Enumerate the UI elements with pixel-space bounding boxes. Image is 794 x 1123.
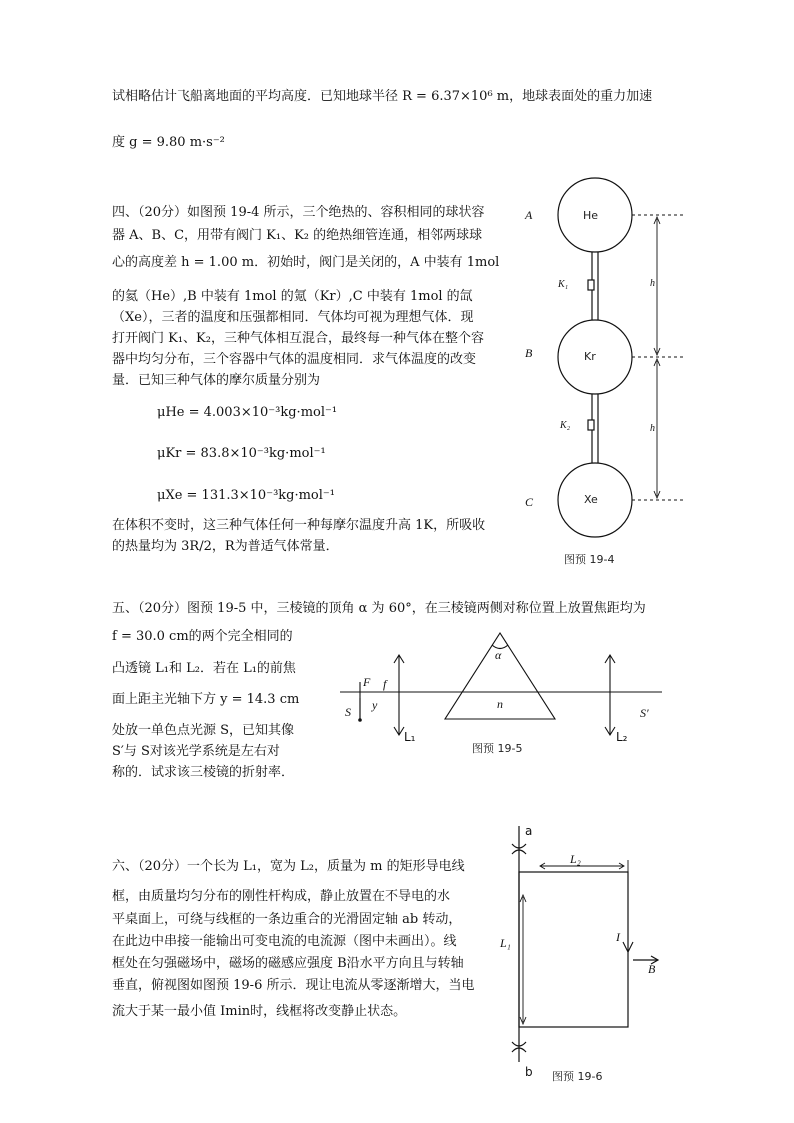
label-b-axis: b [525, 1065, 533, 1079]
label-k1: K₁ [558, 279, 569, 290]
figure-19-5-caption: 图预 19-5 [472, 742, 523, 755]
intro-line-2: 度 g = 9.80 m·s⁻² [112, 135, 225, 150]
figure-19-4-drawing [520, 175, 700, 570]
label-s-prime: S′ [640, 706, 649, 720]
label-current: I [616, 930, 620, 944]
p6-line: 框，由质量均匀分布的刚性杆构成，静止放置在不导电的水 [112, 889, 451, 904]
p4-line: 四、（20分）如图预 19-4 所示，三个绝热的、容积相同的球状容 [112, 205, 485, 220]
label-c: C [525, 495, 534, 509]
p6-line: 流大于某一最小值 Imin时，线框将改变静止状态。 [112, 1004, 407, 1019]
label-h-lower: h [650, 423, 655, 434]
label-l1: L₁ [404, 730, 416, 744]
p4-line: 量．已知三种气体的摩尔质量分别为 [112, 373, 321, 388]
molar-mass-he: μHe = 4.003×10⁻³kg·mol⁻¹ [157, 405, 338, 420]
label-f-length: f [383, 677, 387, 691]
figure-19-4 [520, 175, 700, 570]
p4-tail: 的热量均为 3R/2，R为普适气体常量． [112, 539, 339, 554]
label-h-upper: h [650, 278, 655, 289]
p4-tail: 在体积不变时，这三种气体任何一种每摩尔温度升高 1K，所吸收 [112, 518, 486, 533]
valve-k1 [588, 280, 594, 290]
label-k2: K₂ [560, 420, 571, 431]
figure-19-5 [340, 630, 670, 760]
p5-line: 处放一单色点光源 S，已知其像 [112, 723, 295, 738]
p5-line: 面上距主光轴下方 y = 14.3 cm [112, 692, 300, 707]
intro-line-1: 试相略估计飞船离地面的平均高度．已知地球半径 R = 6.37×10⁶ m，地球表面处的重力加速 [112, 89, 653, 104]
p6-line: 框处在匀强磁场中，磁场的磁感应强度 B沿水平方向且与转轴 [112, 956, 464, 971]
label-alpha: α [495, 648, 502, 662]
figure-19-6-caption: 图预 19-6 [552, 1070, 603, 1083]
p5-line: f = 30.0 cm的两个完全相同的 [112, 629, 293, 644]
p6-line: 在此边中串接一能输出可变电流的电流源（图中未画出）。线 [112, 934, 457, 949]
label-xe: Xe [584, 493, 598, 506]
label-l1-length: L₁ [500, 936, 511, 950]
label-s: S [345, 705, 351, 719]
figure-19-6-drawing [500, 822, 670, 1092]
p5-line: 称的．试求该三棱镜的折射率． [112, 765, 295, 780]
p4-line: 器中均匀分布，三个容器中气体的温度相同．求气体温度的改变 [112, 352, 477, 367]
label-he: He [583, 209, 599, 222]
source-s-point [358, 718, 362, 722]
p4-line: （Xe），三者的温度和压强都相同．气体均可视为理想气体．现 [112, 310, 474, 325]
p5-line: 凸透镜 L₁和 L₂．若在 L₁的前焦 [112, 661, 296, 676]
molar-mass-kr: μKr = 83.8×10⁻³kg·mol⁻¹ [157, 446, 326, 461]
label-l2: L₂ [616, 730, 628, 744]
label-field-b: B [648, 962, 656, 976]
p4-line: 心的高度差 h = 1.00 m．初始时，阀门是关闭的，A 中装有 1mol [112, 255, 500, 270]
p4-line: 打开阀门 K₁、K₂，三种气体相互混合，最终每一种气体在整个容 [112, 331, 484, 346]
molar-mass-xe: μXe = 131.3×10⁻³kg·mol⁻¹ [157, 488, 335, 503]
figure-19-4-caption: 图预 19-4 [564, 553, 615, 566]
label-b: B [525, 346, 533, 360]
wire-frame [519, 872, 628, 1027]
label-a-axis: a [525, 824, 533, 838]
figure-19-6 [500, 822, 670, 1092]
p6-line: 平桌面上，可绕与线框的一条边重合的光滑固定轴 ab 转动， [112, 912, 462, 927]
p4-line: 器 A、B、C，用带有阀门 K₁、K₂ 的绝热细管连通，相邻两球球 [112, 228, 483, 243]
p6-line: 垂直，俯视图如图预 19-6 所示．现让电流从零逐渐增大，当电 [112, 978, 475, 993]
label-y: y [372, 698, 378, 712]
label-a: A [525, 208, 533, 222]
label-n: n [497, 697, 503, 711]
valve-k2 [588, 420, 594, 430]
p4-line: 的氦（He）,B 中装有 1mol 的氪（Kr）,C 中装有 1mol 的氙 [112, 289, 473, 304]
label-l2-width: L₂ [570, 852, 581, 866]
p6-line: 六、（20分）一个长为 L₁，宽为 L₂，质量为 m 的矩形导电线 [112, 859, 465, 874]
label-kr: Kr [584, 350, 596, 363]
label-f-focus: F [363, 675, 371, 689]
p5-line: S′与 S对该光学系统是左右对 [112, 744, 280, 759]
p5-line-1: 五、（20分）图预 19-5 中，三棱镜的顶角 α 为 60°，在三棱镜两侧对称位置上放置焦距均为 [112, 601, 646, 616]
